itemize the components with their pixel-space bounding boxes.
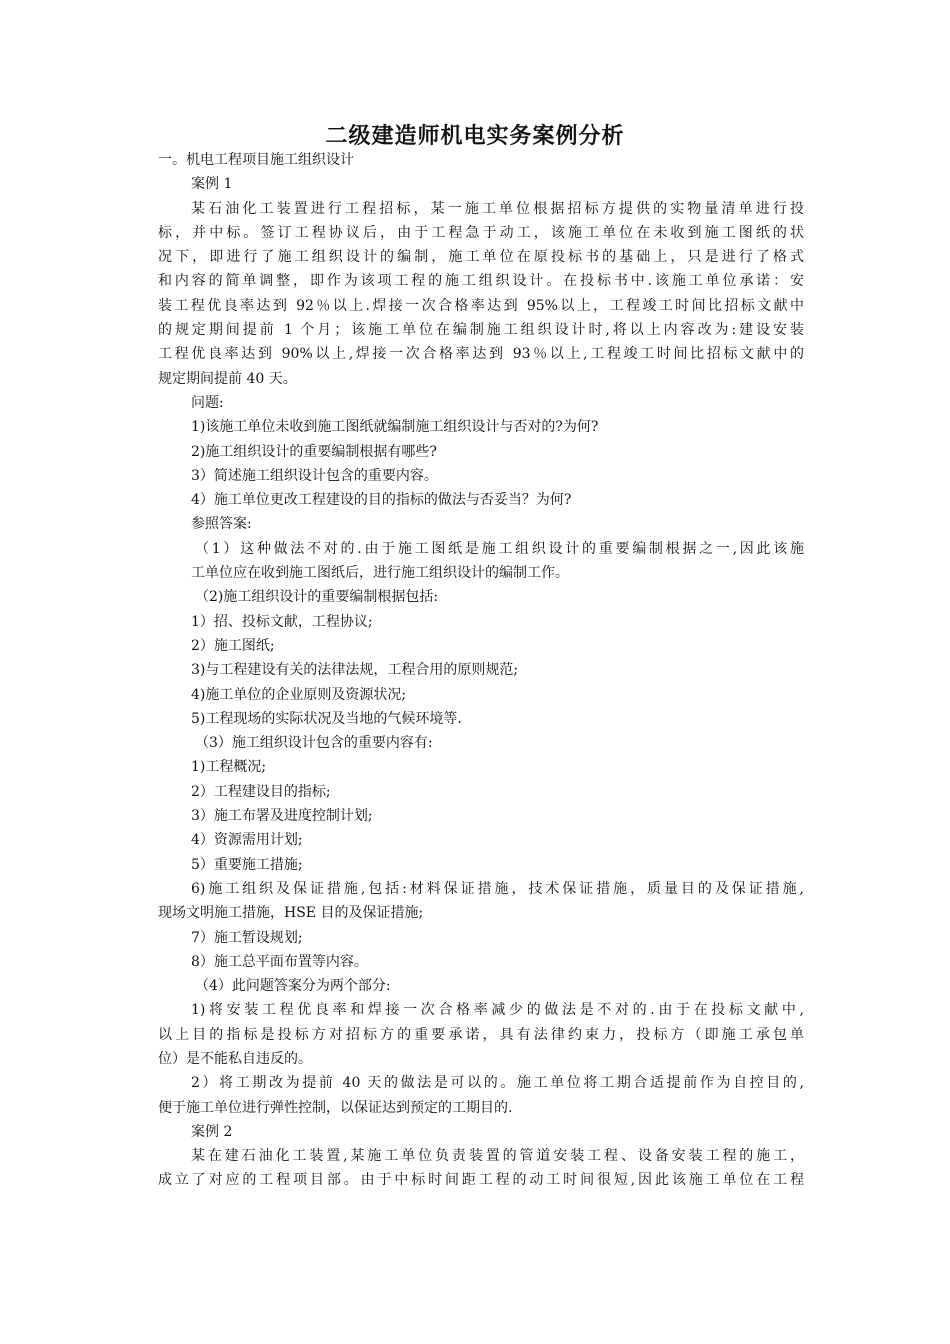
list-item: 2）工程建设目的指标; [191, 783, 331, 800]
list-item: 6)施工组织及保证措施,包括:材料保证措施，技术保证措施，质量目的及保证措施, [191, 880, 804, 897]
list-item-continued: 现场文明施工措施，HSE 目的及保证措施; [158, 905, 424, 922]
answer-line: 便于施工单位进行弹性控制，以保证达到预定的工期目的. [158, 1099, 513, 1116]
case-label: 案例 2 [191, 1123, 233, 1140]
paragraph-line: 装工程优良率达到 92％以上.焊接一次合格率达到 95%以上，工程竣工时间比招标文献中 [158, 297, 804, 314]
list-item: 8）施工总平面布置等内容。 [191, 953, 368, 970]
paragraph-line: 成立了对应的工程项目部。由于中标时间距工程的动工时间很短,因此该施工单位在工程 [158, 1172, 804, 1189]
list-item: 4)施工单位的企业原则及资源状况; [191, 686, 407, 703]
questions-label: 问题: [191, 394, 224, 411]
question-item: 3）简述施工组织设计包含的重要内容。 [191, 467, 438, 484]
question-item: 1)该施工单位未收到施工图纸就编制施工组织设计与否对的?为何? [191, 419, 599, 436]
list-item: 1）招、投标文献，工程协议; [191, 613, 373, 630]
paragraph-line: 和内容的简单调整，即作为该项工程的施工组织设计。在投标书中.该施工单位承诺：安 [158, 273, 804, 290]
answer-line: 2）将工期改为提前 40 天的做法是可以的。施工单位将工期合适提前作为自控目的, [191, 1075, 804, 1092]
answer-line: 位）是不能私自违反的。 [158, 1050, 312, 1067]
paragraph-line: 某在建石油化工装置,某施工单位负责装置的管道安装工程、设备安装工程的施工， [191, 1148, 804, 1165]
answer-line: 工单位应在收到施工图纸后，进行施工组织设计的编制工作。 [191, 565, 569, 582]
document-title: 二级建造师机电实务案例分析 [325, 124, 625, 149]
question-item: 4）施工单位更改工程建设的目的指标的做法与否妥当？为何? [191, 492, 572, 509]
list-item: 7）施工暂设规划; [191, 929, 303, 946]
paragraph-line: 标，并中标。签订工程协议后，由于工程急于动工，该施工单位在未收到施工图纸的状 [158, 224, 804, 241]
paragraph-line: 的规定期间提前 1 个月；该施工单位在编制施工组织设计时,将以上内容改为:建设安装 [158, 322, 804, 339]
paragraph-line: 某石油化工装置进行工程招标，某一施工单位根据招标方提供的实物量清单进行投 [191, 200, 804, 217]
list-item: 2）施工图纸; [191, 637, 275, 654]
list-item: 4）资源需用计划; [191, 832, 303, 849]
paragraph-line: 况下，即进行了施工组织设计的编制，施工单位在原投标书的基础上，只是进行了格式 [158, 249, 804, 266]
answer-line: （1）这种做法不对的.由于施工图纸是施工组织设计的重要编制根据之一,因此该施 [195, 540, 804, 557]
answer-line: （2)施工组织设计的重要编制根据包括: [195, 589, 439, 606]
document-body [158, 148, 804, 1193]
list-item: 5）重要施工措施; [191, 856, 303, 873]
answer-line: （3）施工组织设计包含的重要内容有: [195, 735, 433, 752]
answer-line: 1)将安装工程优良率和焊接一次合格率减少的做法是不对的.由于在投标文献中, [191, 1002, 804, 1019]
list-item: 5)工程现场的实际状况及当地的气候环境等. [191, 710, 462, 727]
answer-line: （4）此问题答案分为两个部分: [195, 978, 391, 995]
paragraph-line: 规定期间提前 40 天。 [158, 370, 297, 387]
question-item: 2)施工组织设计的重要编制根据有哪些? [191, 443, 437, 460]
list-item: 1)工程概况; [191, 759, 267, 776]
answers-label: 参照答案: [191, 516, 252, 533]
paragraph-line: 工程优良率达到 90%以上,焊接一次合格率达到 93％以上,工程竣工时间比招标文献中的 [158, 346, 804, 363]
answer-line: 以上目的指标是投标方对招标方的重要承诺，具有法律约束力，投标方（即施工承包单 [158, 1026, 804, 1043]
case-label: 案例 1 [191, 176, 233, 193]
list-item: 3）施工布署及进度控制计划; [191, 808, 373, 825]
list-item: 3)与工程建设有关的法律法规，工程合用的原则规范; [191, 662, 519, 679]
section-heading: 一。机电工程项目施工组织设计 [158, 152, 354, 168]
